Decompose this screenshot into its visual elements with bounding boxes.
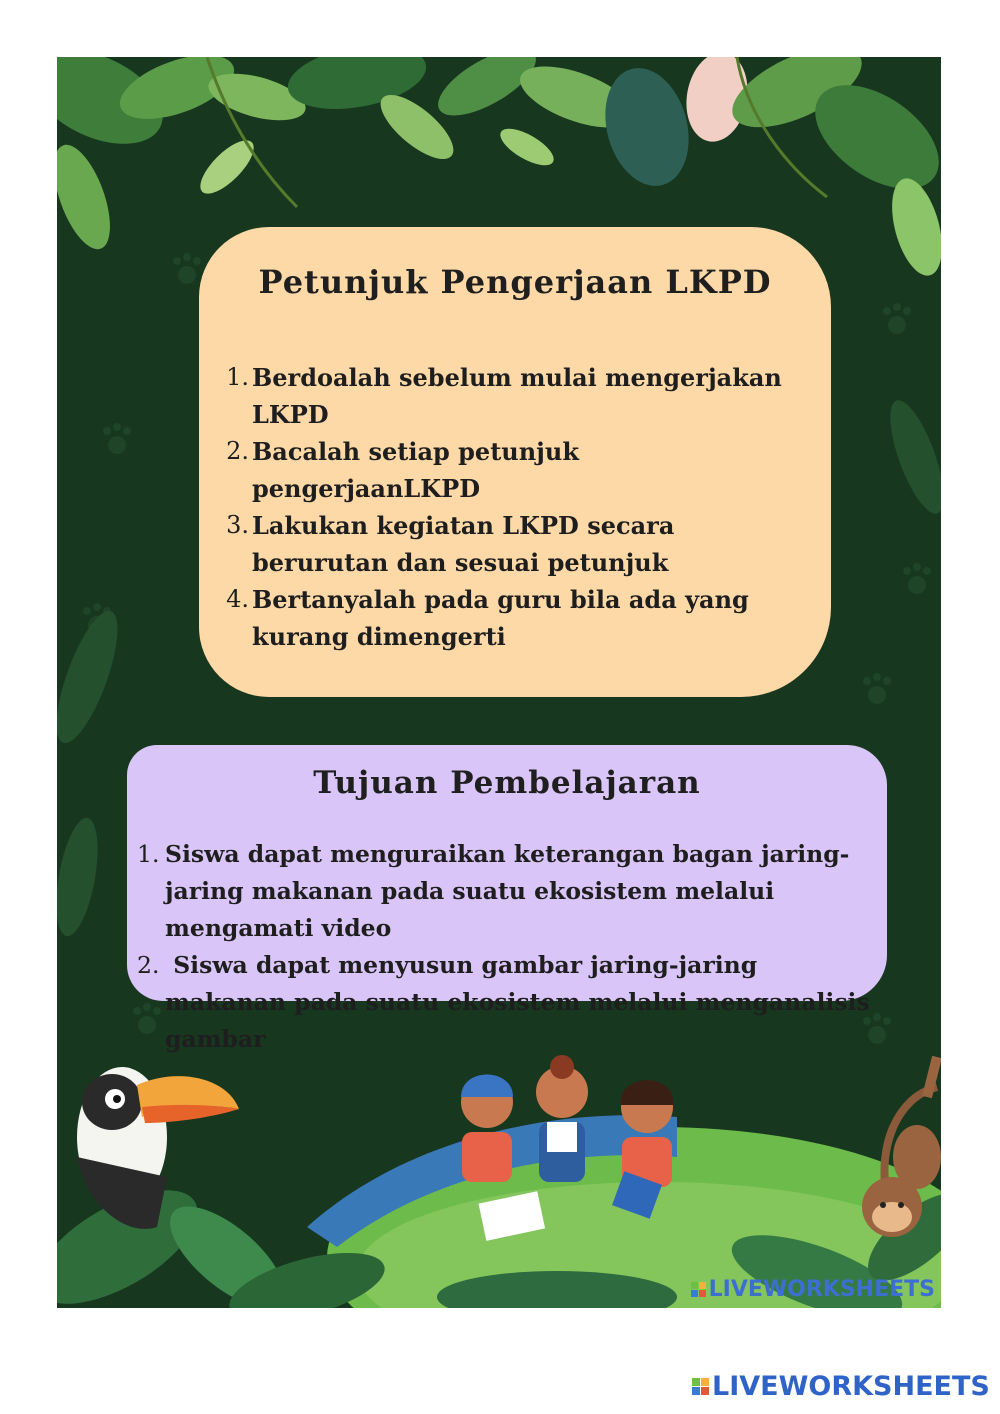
list-item: 3. Lakukan kegiatan LKPD secara berurutan dan sesuai petunjuk: [226, 511, 675, 577]
toucan-illustration: [77, 1067, 239, 1229]
liveworksheets-logo-icon: [691, 1282, 706, 1297]
list-item: 1. Siswa dapat menguraikan keterangan bagan jaring-jaring makanan pada suatu ekosistem melalui mengamati video: [137, 840, 850, 942]
instructions-card: [199, 227, 831, 697]
worksheet-poster: [57, 57, 941, 1308]
learning-goals-title: Tujuan Pembelajaran: [313, 765, 701, 801]
learning-goals-list: [137, 836, 877, 1058]
list-item: 4. Bertanyalah pada guru bila ada yang kurang dimengerti: [226, 585, 749, 651]
liveworksheets-footer-logo[interactable]: LIVEWORKSHEETS: [692, 1371, 990, 1402]
liveworksheets-logo-icon: [692, 1378, 709, 1395]
learning-goals-card: [127, 745, 887, 1053]
list-item: 2. Siswa dapat menyusun gambar jaring-jaring makanan pada suatu ekosistem melalui menganalisis gambar: [137, 951, 878, 1053]
instructions-list: [225, 359, 815, 655]
liveworksheets-watermark: LIVEWORKSHEETS: [691, 1277, 935, 1302]
list-item: 1. Berdoalah sebelum mulai mengerjakan LKPD: [226, 363, 782, 429]
instructions-title: Petunjuk Pengerjaan LKPD: [258, 263, 772, 301]
list-item: 2. Bacalah setiap petunjuk pengerjaanLKPD: [226, 437, 579, 503]
